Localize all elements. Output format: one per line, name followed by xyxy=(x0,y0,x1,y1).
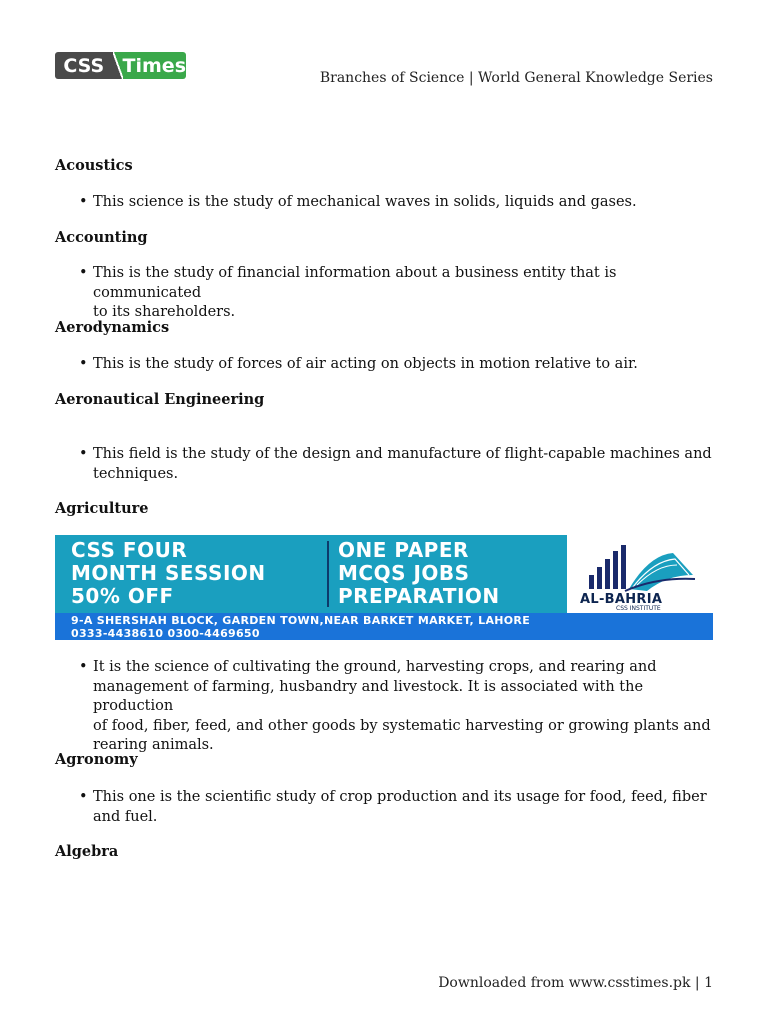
section-heading-acoustics: Acoustics xyxy=(55,157,133,174)
bullet-dot: • xyxy=(79,659,88,675)
bullet-line: It is the science of cultivating the ground, harvesting crops, and rearing and xyxy=(93,659,657,675)
list-item xyxy=(79,658,719,756)
page-footer: Downloaded from www.csstimes.pk | 1 xyxy=(438,975,713,991)
bullet-dot: • xyxy=(79,789,88,805)
section-heading-aeronautical-engineering: Aeronautical Engineering xyxy=(55,391,265,408)
logo-times-text: Times xyxy=(123,52,186,79)
bullet-line: and fuel. xyxy=(93,808,158,825)
csstimes-logo xyxy=(55,52,186,79)
bullet-line: This field is the study of the design and manufacture of flight-capable machines and xyxy=(93,446,712,462)
bullet-line: This science is the study of mechanical waves in solids, liquids and gases. xyxy=(93,194,637,210)
page-header-title: Branches of Science | World General Knowledge Series xyxy=(319,70,713,86)
banner-brand-subtitle: CSS INSTITUTE xyxy=(616,605,661,612)
banner-course-line: MCQS JOBS xyxy=(338,561,470,585)
bullet-dot: • xyxy=(79,446,88,462)
section-heading-aerodynamics: Aerodynamics xyxy=(55,319,170,336)
bullet-line: techniques. xyxy=(93,465,179,482)
banner-address-line: 9-A SHERSHAH BLOCK, GARDEN TOWN,NEAR BARKET MARKET, LAHORE xyxy=(71,614,531,627)
list-item xyxy=(79,445,719,484)
list-item xyxy=(79,193,719,213)
bullet-line: rearing animals. xyxy=(93,737,214,753)
banner-brand-name: AL-BAHRIA xyxy=(580,592,663,607)
bullet-line: management of farming, husbandry and livestock. It is associated with the production xyxy=(93,678,644,714)
section-heading-agriculture: Agriculture xyxy=(55,500,149,517)
bullet-line: of food, fiber, feed, and other goods by systematic harvesting or growing plants and xyxy=(93,717,711,734)
list-item xyxy=(79,788,719,827)
advertisement-banner[interactable] xyxy=(55,535,713,640)
banner-course-text xyxy=(338,539,500,608)
bullet-line: This one is the scientific study of crop production and its usage for food, feed, fiber xyxy=(93,789,707,805)
banner-phone-line: 0333-4438610 0300-4469650 xyxy=(71,627,260,640)
bullet-dot: • xyxy=(79,194,88,210)
list-item xyxy=(79,264,719,323)
bullet-dot: • xyxy=(79,265,88,281)
banner-offer-line: 50% OFF xyxy=(71,584,174,608)
section-heading-algebra: Algebra xyxy=(55,843,119,860)
banner-address xyxy=(71,614,530,640)
bullet-line: This is the study of financial information about a business entity that is communicated xyxy=(93,265,617,301)
banner-course-line: ONE PAPER xyxy=(338,538,469,562)
bullet-dot: • xyxy=(79,356,88,372)
banner-offer-line: MONTH SESSION xyxy=(71,561,266,585)
section-heading-agronomy: Agronomy xyxy=(55,751,138,768)
banner-offer-line: CSS FOUR xyxy=(71,538,188,562)
bullet-line: This is the study of forces of air acting on objects in motion relative to air. xyxy=(93,356,638,372)
section-heading-accounting: Accounting xyxy=(55,229,148,246)
logo-css-text: CSS xyxy=(55,52,113,79)
banner-offer-text xyxy=(71,539,266,608)
logo-slash xyxy=(113,52,123,79)
banner-divider xyxy=(327,541,329,607)
list-item xyxy=(79,355,719,375)
banner-course-line: PREPARATION xyxy=(338,584,500,608)
bullet-line: to its shareholders. xyxy=(93,304,236,320)
